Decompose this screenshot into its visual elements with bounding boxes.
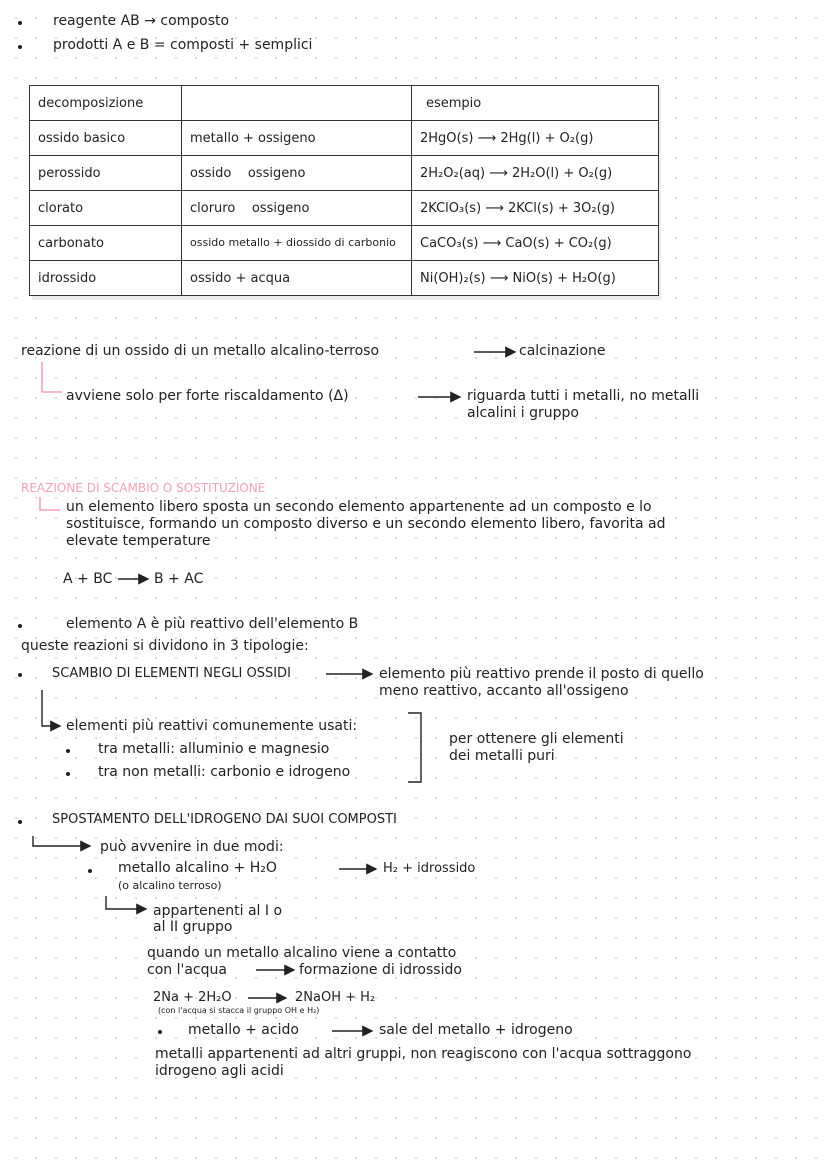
contact-1: quando un metallo alcalino viene a contatto xyxy=(147,945,457,961)
calcination-note-2: alcalini i gruppo xyxy=(467,405,579,421)
eq2-right: 2NaOH + H₂ xyxy=(295,990,376,1005)
mode1-right: H₂ + idrossido xyxy=(383,861,476,876)
row-type: clorato xyxy=(30,191,182,226)
reactive-note: elemento A è più reattivo dell'elemento B xyxy=(66,616,359,632)
oxides-purpose-2: dei metalli puri xyxy=(449,748,555,764)
exchange-desc-1: un elemento libero sposta un secondo elemento appartenente ad un composto e lo xyxy=(66,499,652,515)
connector-pink-2 xyxy=(40,497,60,510)
equation-left: A + BC xyxy=(63,571,113,587)
groups-1: appartenenti al I o xyxy=(153,903,283,919)
row-products: cloruro ossigeno xyxy=(182,191,412,226)
row-type: carbonato xyxy=(30,226,182,261)
calcination-note-1: riguarda tutti i metalli, no metalli xyxy=(467,388,700,404)
eq2-note: (con l'acqua si stacca il gruppo OH e H₂) xyxy=(158,1006,320,1015)
types-intro: queste reazioni si dividono in 3 tipologie: xyxy=(21,638,309,654)
bullet xyxy=(66,749,70,753)
calcination-condition: avviene solo per forte riscaldamento (Δ) xyxy=(66,388,349,404)
calcination-result: calcinazione xyxy=(519,343,606,359)
equation-right: B + AC xyxy=(154,571,204,587)
row-type: idrossido xyxy=(30,261,182,296)
oxides-result-2: meno reattivo, accanto all'ossigeno xyxy=(379,683,629,699)
bullet xyxy=(18,820,22,824)
oxides-purpose-1: per ottenere gli elementi xyxy=(449,731,624,747)
row-products: metallo + ossigeno xyxy=(182,121,412,156)
oxides-common: elementi più reattivi comunemente usati: xyxy=(66,718,358,734)
row-example: Ni(OH)₂(s) ⟶ NiO(s) + H₂O(g) xyxy=(412,261,659,296)
groups-2: al II gruppo xyxy=(153,919,233,935)
contact-2: con l'acqua xyxy=(147,962,227,978)
hydrogen-modes: può avvenire in due modi: xyxy=(100,839,284,855)
eq2-left: 2Na + 2H₂O xyxy=(153,990,232,1005)
exchange-desc-3: elevate temperature xyxy=(66,533,211,549)
bullet xyxy=(66,772,70,776)
hydrogen-title: SPOSTAMENTO DELL'IDROGENO DAI SUOI COMPOSTI xyxy=(52,812,397,827)
other-1: metalli appartenenti ad altri gruppi, non reagiscono con l'acqua sottraggono xyxy=(155,1046,692,1062)
row-type: perossido xyxy=(30,156,182,191)
mode1-left: metallo alcalino + H₂O xyxy=(118,860,277,876)
other-2: idrogeno agli acidi xyxy=(155,1063,284,1079)
header-decomposizione: decomposizione xyxy=(30,86,182,121)
oxides-metals: tra metalli: alluminio e magnesio xyxy=(98,741,330,757)
mode2-right: sale del metallo + idrogeno xyxy=(379,1022,573,1038)
exchange-desc-2: sostituisce, formando un composto diverso e un secondo elemento libero, favorita ad xyxy=(66,516,666,532)
connector-groups xyxy=(106,896,146,909)
calcination-line: reazione di un ossido di un metallo alcalino-terroso xyxy=(21,343,380,359)
bullet xyxy=(88,869,92,873)
row-example: CaCO₃(s) ⟶ CaO(s) + CO₂(g) xyxy=(412,226,659,261)
bullet xyxy=(158,1030,162,1034)
bullet xyxy=(18,624,22,628)
oxides-result-1: elemento più reattivo prende il posto di quello xyxy=(379,666,704,682)
row-example: 2KClO₃(s) ⟶ 2KCl(s) + 3O₂(g) xyxy=(412,191,659,226)
mode2-left: metallo + acido xyxy=(188,1022,299,1038)
row-example: 2H₂O₂(aq) ⟶ 2H₂O(l) + O₂(g) xyxy=(412,156,659,191)
oxides-nonmetals: tra non metalli: carbonio e idrogeno xyxy=(98,764,351,780)
row-products: ossido + acqua xyxy=(182,261,412,296)
row-type: ossido basico xyxy=(30,121,182,156)
bracket xyxy=(408,713,421,782)
connector-hydrogen xyxy=(33,836,90,846)
row-products: ossido ossigeno xyxy=(182,156,412,191)
mode1-note: (o alcalino terroso) xyxy=(118,879,222,892)
exchange-heading: REAZIONE DI SCAMBIO O SOSTITUZIONE xyxy=(21,481,266,495)
intro-line-1: reagente AB → composto xyxy=(53,13,230,29)
row-example: 2HgO(s) ⟶ 2Hg(l) + O₂(g) xyxy=(412,121,659,156)
bullet xyxy=(18,673,22,677)
header-esempio: esempio xyxy=(412,86,659,121)
contact-result: formazione di idrossido xyxy=(299,962,462,978)
oxides-title: SCAMBIO DI ELEMENTI NEGLI OSSIDI xyxy=(52,666,291,681)
row-products: ossido metallo + diossido di carbonio xyxy=(182,226,412,261)
connector-common xyxy=(42,690,60,726)
connector-pink-1 xyxy=(42,362,62,392)
intro-line-2: prodotti A e B = composti + semplici xyxy=(53,37,313,53)
